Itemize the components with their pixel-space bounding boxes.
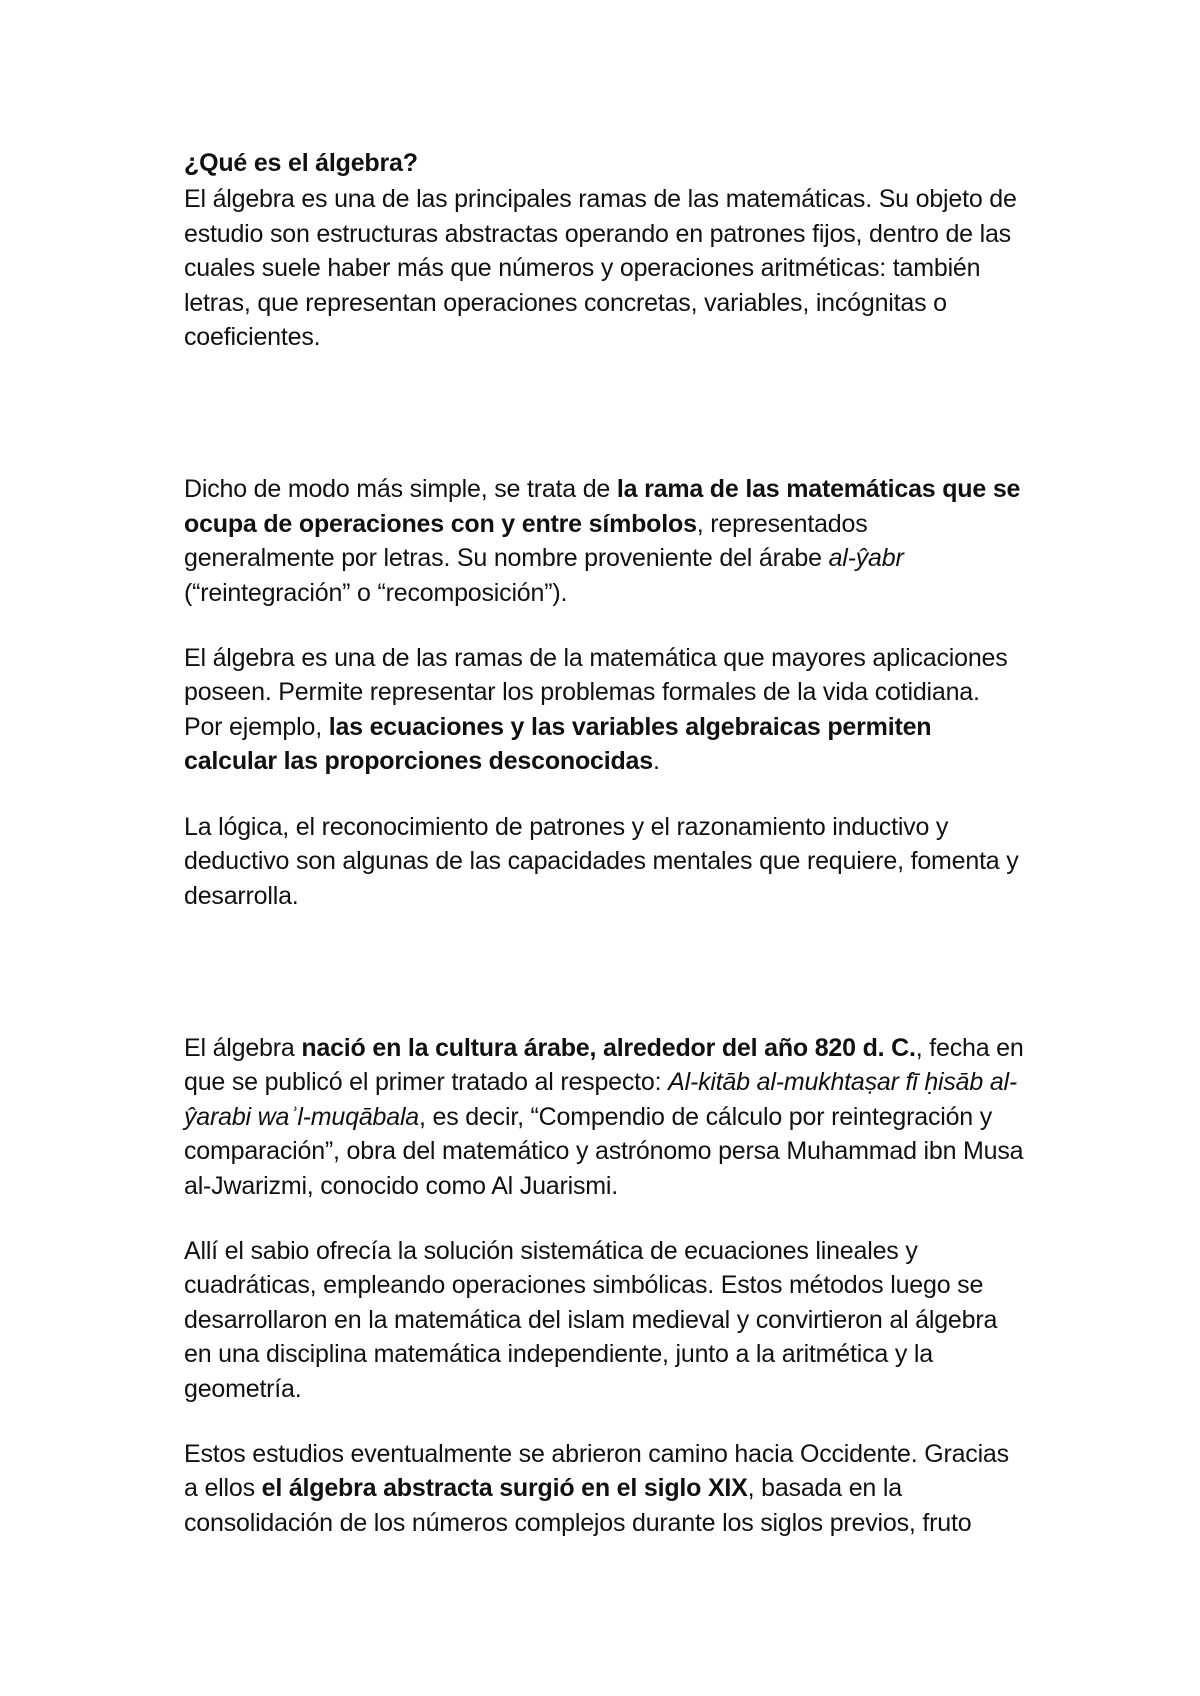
text-run: Estos estudios eventualmente se abrieron camino hacia Occidente. Gracias a ellos — [184, 1439, 1009, 1503]
bold-text-run: la rama de las matemáticas que se ocupa de operaciones con y entre símbolos — [184, 475, 1021, 538]
paragraph-definition: El álgebra es una de las principales ramas de las matemáticas. Su objeto de estudio son estructuras abstractas operando en patrones fijos, dentro de las cuales suele haber más que números y operaciones aritméticas: también letras, que representan operaciones concretas, variables, incógnitas o coeficientes. — [184, 185, 1017, 352]
text-run: Dicho de modo más simple, se trata de — [184, 475, 617, 504]
document-heading: ¿Qué es el álgebra? — [184, 149, 418, 177]
document-body — [184, 146, 1024, 1540]
spacer — [184, 354, 1024, 472]
text-run: , es decir, “Compendio de cálculo por reintegración y comparación”, obra del matemático y astrónomo persa Muhammad ibn Musa al-Jwarizmi, conocido como Al Juarismi. — [184, 1102, 1024, 1200]
bold-text-run: nació en la cultura árabe, alrededor del año 820 d. C. — [301, 1033, 916, 1062]
paragraph-systematic-solution: Allí el sabio ofrecía la solución sistemática de ecuaciones lineales y cuadráticas, empleando operaciones simbólicas. Estos métodos luego se desarrollaron en la matemática del islam medieval y convirtieron al álgebra en una disciplina matemática independiente, junto a la aritmética y la geometría. — [184, 1236, 998, 1403]
text-run: (“reintegración” o “recomposición”). — [184, 578, 568, 607]
italic-text-run: al-ŷabr — [828, 544, 904, 573]
paragraph-simple-definition — [184, 472, 1024, 610]
spacer — [184, 779, 1024, 810]
text-run: . — [652, 747, 660, 776]
paragraph-occident — [184, 1437, 1024, 1540]
text-run: , basada en la consolidación de los números complejos durante los siglos previos, fruto — [184, 1474, 972, 1537]
spacer — [184, 610, 1024, 641]
spacer — [184, 1203, 1024, 1234]
text-run: , fecha en que se publicó el primer tratado al respecto: — [184, 1033, 1024, 1097]
text-run: , representados generalmente por letras. Su nombre proveniente del árabe — [184, 509, 868, 573]
spacer — [184, 1406, 1024, 1437]
text-run: El álgebra — [184, 1033, 302, 1062]
paragraph-capacities: La lógica, el reconocimiento de patrones y el razonamiento inductivo y deductivo son algunas de las capacidades mentales que requiere, fomenta y desarrolla. — [184, 812, 1019, 910]
text-run: El álgebra es una de las ramas de la matemática que mayores aplicaciones poseen. Permite representar los problemas formales de la vida cotidiana. Por ejemplo, — [184, 644, 1008, 741]
bold-text-run: las ecuaciones y las variables algebraicas permiten calcular las proporciones desconocidas — [184, 712, 932, 776]
paragraph-applications — [184, 641, 1024, 779]
bold-text-run: el álgebra abstracta surgió en el siglo XIX — [261, 1474, 748, 1503]
spacer — [184, 913, 1024, 1031]
italic-text-run: Al-kitāb al-mukhtaṣar fī ḥisāb al-ŷarabi waʾl-muqābala — [184, 1068, 1018, 1131]
paragraph-origin — [184, 1031, 1024, 1203]
